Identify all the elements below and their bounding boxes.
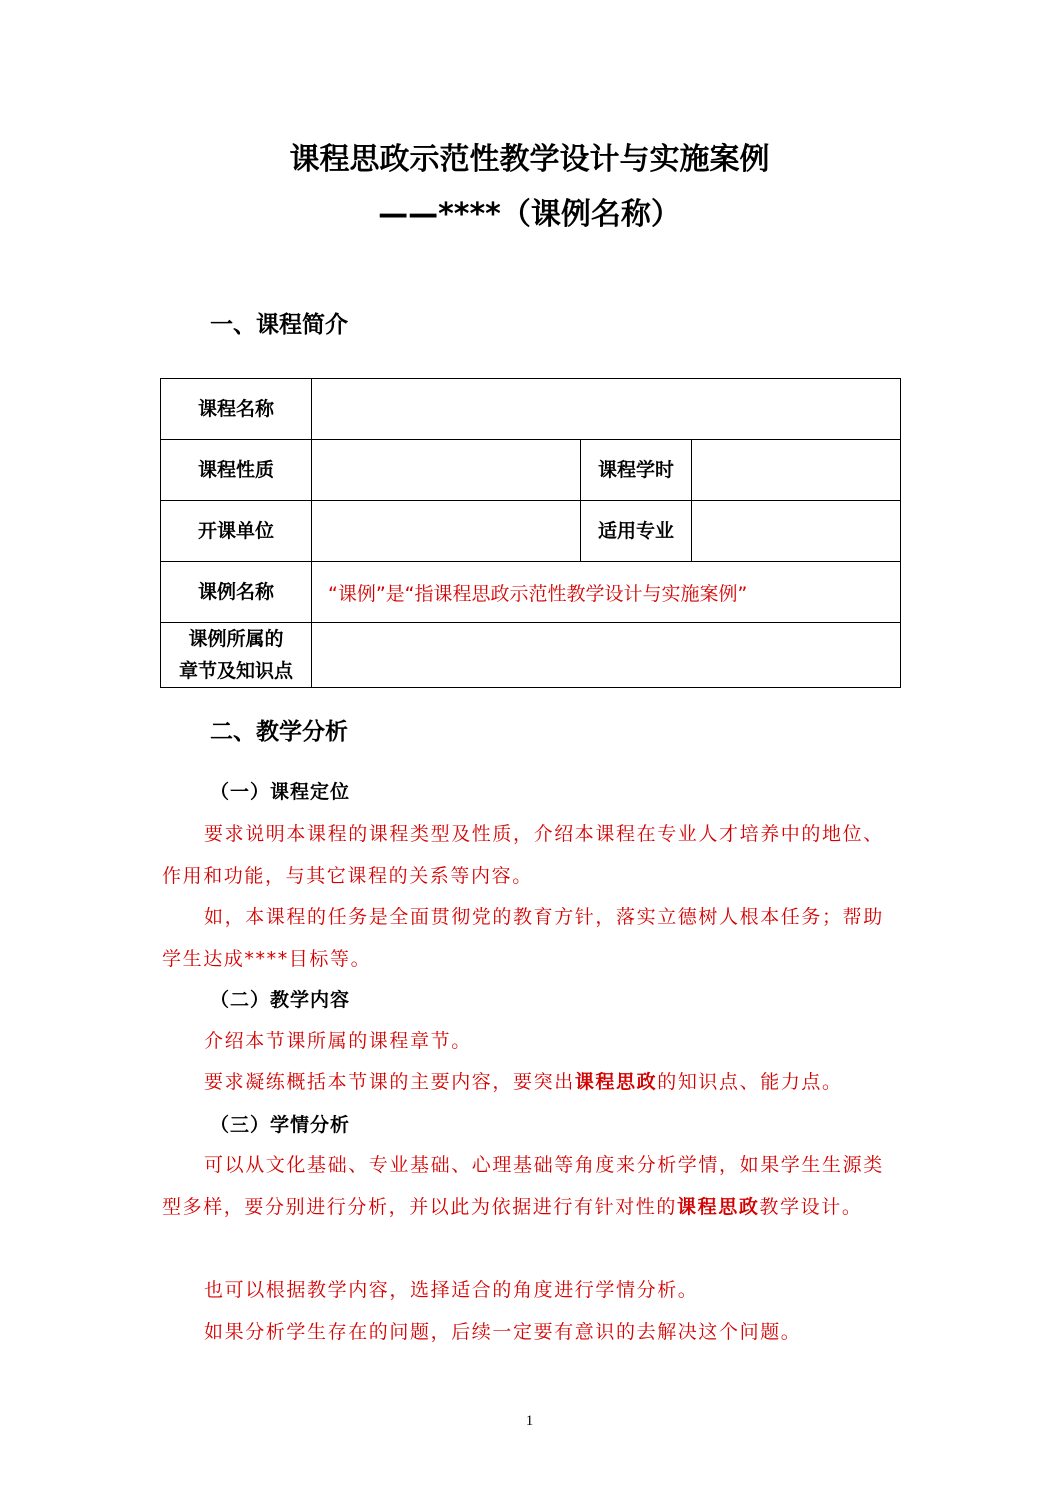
paragraph-content-chapter: 介绍本节课所属的课程章节。 [204, 1030, 472, 1052]
course-hours-value [692, 440, 901, 501]
table-row-unit [161, 501, 901, 562]
unit-label: 开课单位 [161, 501, 312, 562]
course-name-value [312, 379, 901, 440]
section-heading-course-intro: 一、课程简介 [210, 312, 348, 338]
course-name-label: 课程名称 [161, 379, 312, 440]
table-row-course-nature [161, 440, 901, 501]
document-subtitle: ——****（课例名称） [378, 197, 681, 232]
subheading-teaching-content: （二）教学内容 [210, 989, 351, 1011]
chapter-label-line1: 课例所属的 [188, 628, 284, 650]
content-summary-text: 要求凝练概括本节课的主要内容，要突出 [204, 1071, 575, 1093]
student-analysis-text: 可以从文化基础、专业基础、心理基础等角度来分析学情，如果学生生源类型多样，要分别进行分析，并以此为依据进行有针对性的 [162, 1154, 884, 1218]
chapter-label-line2: 章节及知识点 [178, 660, 293, 682]
major-label: 适用专业 [581, 501, 692, 562]
table-row-chapter [161, 623, 901, 688]
subheading-course-positioning: （一）课程定位 [210, 781, 351, 803]
content-summary-text-end: 的知识点、能力点。 [657, 1071, 843, 1093]
case-name-value: “课例”是“指课程思政示范性教学设计与实施案例” [312, 562, 901, 623]
paragraph-content-summary [162, 1062, 892, 1104]
student-analysis-text-end: 教学设计。 [759, 1195, 863, 1218]
section-heading-teaching-analysis: 二、教学分析 [210, 719, 348, 745]
paragraph-positioning-requirement: 要求说明本课程的课程类型及性质，介绍本课程在专业人才培养中的地位、作用和功能，与其它课程的关系等内容。 [162, 823, 884, 887]
paragraph-positioning-example: 如，本课程的任务是全面贯彻党的教育方针，落实立德树人根本任务；帮助学生达成****目标等。 [162, 906, 884, 970]
unit-value [312, 501, 581, 562]
student-analysis-emphasis: 课程思政 [677, 1195, 760, 1218]
paragraph-student-analysis [162, 1145, 892, 1228]
course-nature-value [312, 440, 581, 501]
subheading-student-analysis: （三）学情分析 [210, 1114, 351, 1136]
document-title: 课程思政示范性教学设计与实施案例 [289, 142, 770, 177]
table-row-course-name [161, 379, 901, 440]
paragraph-student-analysis-angle: 也可以根据教学内容，选择适合的角度进行学情分析。 [204, 1279, 699, 1301]
content-summary-emphasis: 课程思政 [574, 1071, 658, 1093]
paragraph-student-analysis-problem: 如果分析学生存在的问题，后续一定要有意识的去解决这个问题。 [204, 1321, 802, 1343]
course-hours-label: 课程学时 [581, 440, 692, 501]
table-row-case-name [161, 562, 901, 623]
page-number: 1 [525, 1413, 534, 1429]
course-nature-label: 课程性质 [161, 440, 312, 501]
chapter-label [161, 623, 312, 688]
case-name-label: 课例名称 [161, 562, 312, 623]
chapter-value [312, 623, 901, 688]
major-value [692, 501, 901, 562]
course-info-table [160, 378, 901, 688]
